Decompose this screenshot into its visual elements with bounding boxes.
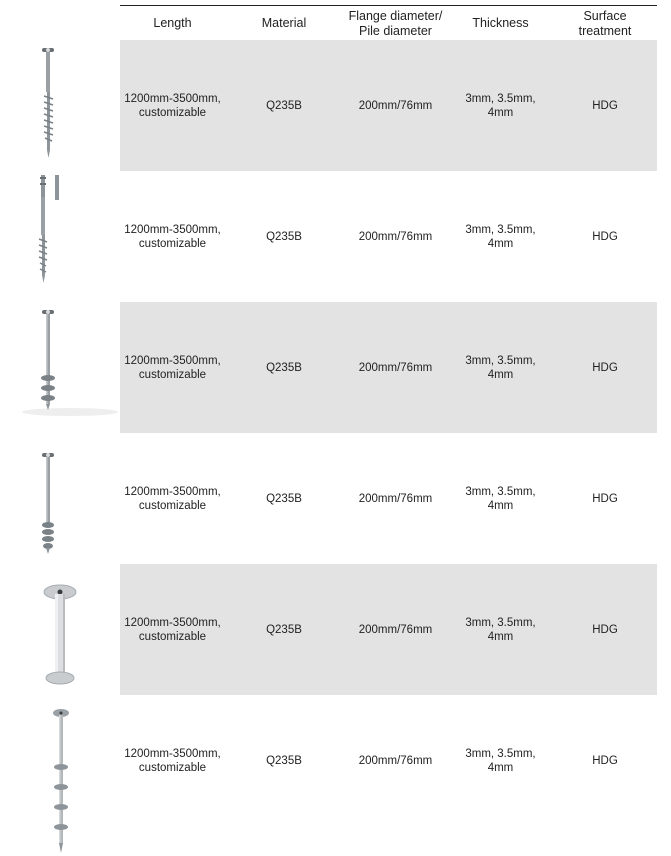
header-length: Length bbox=[153, 16, 192, 30]
material-cell: Q235B bbox=[266, 754, 302, 767]
length-cell: 1200mm-3500mm, customizable bbox=[124, 485, 221, 512]
header-material: Material bbox=[261, 16, 307, 30]
thickness-cell: 3mm, 3.5mm, 4mm bbox=[465, 485, 536, 512]
flange-cell: 200mm/76mm bbox=[358, 623, 433, 636]
length-cell: 1200mm-3500mm, customizable bbox=[124, 92, 221, 119]
surface-cell: HDG bbox=[592, 361, 618, 374]
flange-cell: 200mm/76mm bbox=[358, 361, 433, 374]
flange-cell: 200mm/76mm bbox=[358, 754, 433, 767]
table-row bbox=[0, 302, 671, 433]
flange-cell: 200mm/76mm bbox=[358, 230, 433, 243]
header-surface-treatment: Surface treatment bbox=[578, 8, 632, 38]
ground-screw-spiral-tip-icon bbox=[0, 433, 120, 564]
header-flange-diameter: Flange diameter/ Pile diameter bbox=[348, 8, 443, 38]
table-row bbox=[0, 433, 671, 564]
thickness-cell: 3mm, 3.5mm, 4mm bbox=[465, 616, 536, 643]
material-cell: Q235B bbox=[266, 230, 302, 243]
ground-screw-double-flange-icon bbox=[0, 564, 120, 695]
table-row bbox=[0, 695, 671, 856]
ground-screw-multi-blade-icon bbox=[0, 695, 120, 856]
table-row bbox=[0, 171, 671, 302]
ground-screw-tube-helix-icon bbox=[0, 171, 120, 302]
header-thickness: Thickness bbox=[472, 16, 529, 30]
length-cell: 1200mm-3500mm, customizable bbox=[124, 747, 221, 774]
thickness-cell: 3mm, 3.5mm, 4mm bbox=[465, 747, 536, 774]
length-cell: 1200mm-3500mm, customizable bbox=[124, 354, 221, 381]
surface-cell: HDG bbox=[592, 754, 618, 767]
length-cell: 1200mm-3500mm, customizable bbox=[124, 616, 221, 643]
flange-cell: 200mm/76mm bbox=[358, 492, 433, 505]
surface-cell: HDG bbox=[592, 623, 618, 636]
ground-screw-single-blade-icon bbox=[0, 302, 120, 433]
material-cell: Q235B bbox=[266, 361, 302, 374]
table-row bbox=[0, 40, 671, 171]
thickness-cell: 3mm, 3.5mm, 4mm bbox=[465, 92, 536, 119]
material-cell: Q235B bbox=[266, 492, 302, 505]
table-row bbox=[0, 564, 671, 695]
material-cell: Q235B bbox=[266, 99, 302, 112]
thickness-cell: 3mm, 3.5mm, 4mm bbox=[465, 223, 536, 250]
surface-cell: HDG bbox=[592, 230, 618, 243]
table-header bbox=[120, 5, 657, 42]
length-cell: 1200mm-3500mm, customizable bbox=[124, 223, 221, 250]
material-cell: Q235B bbox=[266, 623, 302, 636]
flange-cell: 200mm/76mm bbox=[358, 99, 433, 112]
ground-screw-flange-helix-icon bbox=[0, 40, 120, 171]
thickness-cell: 3mm, 3.5mm, 4mm bbox=[465, 354, 536, 381]
surface-cell: HDG bbox=[592, 99, 618, 112]
surface-cell: HDG bbox=[592, 492, 618, 505]
